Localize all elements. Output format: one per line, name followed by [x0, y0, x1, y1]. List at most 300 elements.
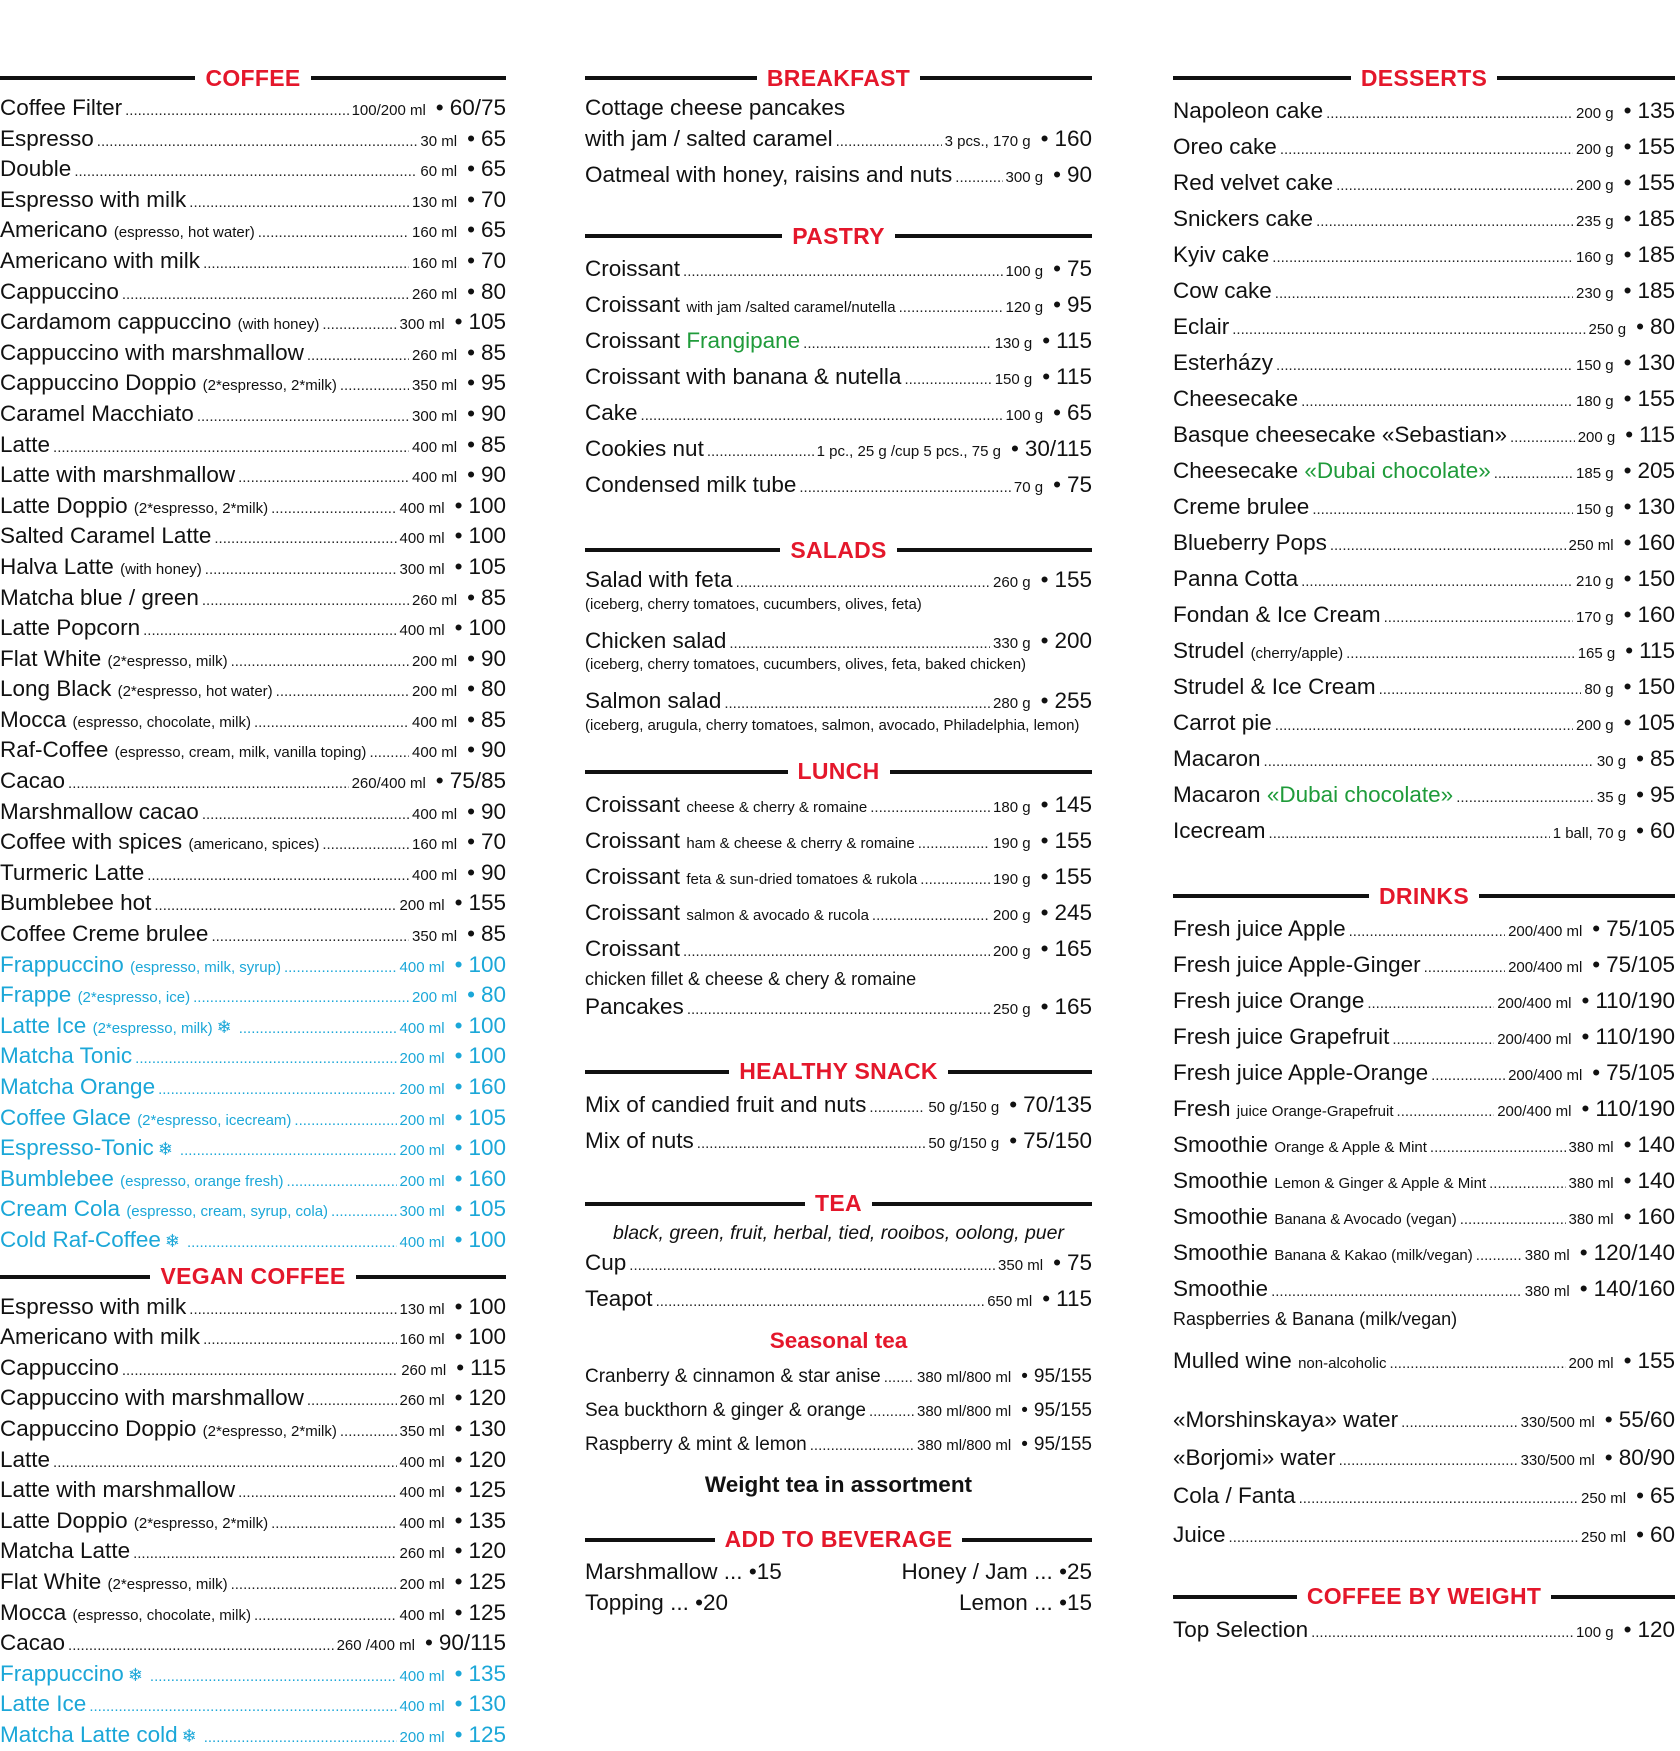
coffee-by-weight-list — [1173, 1613, 1675, 1649]
item-description: (espresso, milk, syrup) — [130, 958, 281, 976]
menu-item-row — [1173, 346, 1675, 382]
menu-item-row — [0, 736, 506, 767]
item-amount: 200 ml — [399, 1050, 445, 1068]
item-price: • 115 — [456, 1354, 506, 1382]
item-amount: 400 ml — [399, 1667, 445, 1685]
leader-dots — [1384, 601, 1573, 634]
leader-dots — [214, 525, 396, 553]
menu-item-row — [0, 1226, 506, 1257]
item-note: (iceberg, arugula, cherry tomatoes, salmon, avocado, Philadelphia, lemon) — [585, 716, 1080, 734]
item-amount: 230 g — [1576, 285, 1614, 302]
tea-list — [585, 1246, 1092, 1318]
item-name: Americano with milk — [0, 1324, 201, 1350]
item-description: (2*espresso, icecream) — [137, 1111, 292, 1129]
leader-dots — [150, 1663, 397, 1691]
breakfast-list — [585, 122, 1092, 194]
menu-item-row — [0, 1134, 506, 1165]
leader-dots — [187, 1229, 397, 1257]
leader-dots — [211, 923, 409, 951]
item-price: • 85 — [467, 431, 506, 459]
item-amount: 200 g — [1576, 177, 1614, 194]
item-amount: 400 ml — [399, 530, 445, 548]
menu-item-row — [1173, 1236, 1675, 1272]
menu-item-row — [0, 1568, 506, 1599]
leader-dots — [135, 1045, 396, 1073]
item-highlight: Frangipane — [686, 328, 801, 353]
item-description: ham & cheese & cherry & romaine — [686, 834, 915, 852]
item-name: Kyiv cake — [1173, 242, 1270, 267]
item-amount: 180 g — [993, 798, 1031, 816]
item-price: • 160 — [1041, 122, 1092, 155]
item-amount: 150 g — [1576, 357, 1614, 374]
menu-item-row — [1173, 670, 1675, 706]
item-name: Matcha Tonic — [0, 1043, 133, 1069]
item-name: Mulled wine non-alcoholic — [1173, 1348, 1387, 1373]
item-price: • 155 — [1041, 824, 1092, 857]
item-price: • 155 — [1624, 130, 1675, 163]
item-name: Cranberry & cinnamon & star anise — [585, 1365, 881, 1387]
item-price: • 105 — [1624, 706, 1675, 739]
menu-item-row — [1173, 418, 1675, 454]
item-name: Red velvet cake — [1173, 170, 1334, 195]
leader-dots — [322, 311, 396, 339]
item-price: • 120 — [455, 1384, 506, 1412]
item-name: Frappe (2*espresso, ice) — [0, 982, 191, 1008]
item-price: • 85 — [467, 920, 506, 948]
item-amount: 100 g — [1005, 407, 1044, 424]
item-name: Flat White (2*espresso, milk) — [0, 1568, 228, 1594]
drinks-list — [1173, 912, 1675, 1330]
item-amount: 200 g — [1576, 717, 1614, 734]
pastry-list — [585, 252, 1092, 504]
menu-item-row — [1173, 984, 1675, 1020]
item-amount: 380 ml — [1524, 1283, 1570, 1300]
item-name: Americano with milk — [0, 247, 201, 273]
item-name: Cream Cola (espresso, cream, syrup, cola) — [0, 1196, 329, 1222]
leader-dots — [205, 556, 397, 584]
item-description: (2*espresso, 2*milk) — [133, 499, 269, 517]
leader-dots — [74, 158, 417, 186]
menu-item-row — [0, 828, 506, 859]
item-price: • 90 — [467, 400, 506, 428]
menu-item-row — [1173, 1200, 1675, 1236]
item-name: Sea buckthorn & ginger & orange — [585, 1399, 866, 1421]
item-name: Flat White (2*espresso, milk) — [0, 645, 228, 671]
leader-dots — [307, 342, 409, 370]
item-price: • 160 — [455, 1073, 506, 1101]
item-name: Raspberry & mint & lemon — [585, 1433, 807, 1455]
menu-item-row — [1173, 1440, 1675, 1478]
item-amount: 260/400 ml — [351, 775, 426, 793]
leader-dots — [189, 1296, 396, 1324]
item-name: Cheesecake — [1173, 386, 1299, 411]
item-price: • 85 — [467, 339, 506, 367]
menu-item-row — [1173, 778, 1675, 814]
item-name: Cake — [585, 400, 638, 425]
item-price: • 75/85 — [436, 767, 506, 795]
item-price: • 100 — [455, 1323, 506, 1351]
item-name: Eclair — [1173, 314, 1230, 339]
item-amount: 1 pc., 25 g /cup 5 pcs., 75 g — [816, 443, 1001, 460]
menu-item-row — [0, 767, 506, 798]
item-name: Mocca (espresso, chocolate, milk) — [0, 706, 251, 732]
leader-dots — [331, 1198, 396, 1226]
item-name: Latte Popcorn — [0, 615, 141, 641]
menu-item-row — [585, 158, 1092, 194]
item-name: Matcha blue / green — [0, 584, 199, 610]
leader-dots — [1312, 493, 1573, 526]
item-price: • 100 — [455, 522, 506, 550]
menu-item-row — [1173, 1056, 1675, 1092]
desserts-list — [1173, 94, 1675, 850]
item-price: • 80 — [467, 981, 506, 1009]
leader-dots — [1301, 565, 1573, 598]
item-description: (2*espresso, 2*milk) — [202, 1422, 337, 1440]
item-description: with jam /salted caramel/nutella — [686, 299, 896, 316]
item-amount: 400 ml — [412, 713, 458, 731]
menu-item-row — [0, 186, 506, 217]
leader-dots — [872, 899, 990, 932]
item-amount: 250 g — [993, 1000, 1031, 1018]
item-amount: 380 ml — [1524, 1247, 1570, 1264]
item-description: (espresso, chocolate, milk) — [72, 713, 251, 731]
item-name: Basque cheesecake «Sebastian» — [1173, 422, 1507, 447]
item-name: Croissant feta & sun-dried tomatoes & rukola — [585, 863, 918, 889]
item-description: cheese & cherry & romaine — [686, 798, 868, 816]
item-amount: 200 ml — [399, 1172, 445, 1190]
menu-item-row — [585, 122, 1092, 158]
item-amount: 380 ml/800 ml — [917, 1436, 1012, 1454]
section-title: PASTRY — [792, 222, 885, 249]
leader-dots — [1299, 1481, 1578, 1516]
item-name: Salmon salad — [585, 688, 722, 713]
item-amount: 260 ml — [412, 591, 458, 609]
item-amount: 200 ml — [1568, 1355, 1614, 1372]
item-name: Croissant with jam /salted caramel/nutella — [585, 292, 896, 317]
add-item: Topping ... • 20 — [585, 1587, 728, 1618]
item-description: (2*espresso, ice) — [77, 989, 191, 1007]
item-price: • 95/155 — [1021, 1360, 1092, 1393]
item-amount: 35 g — [1596, 789, 1627, 806]
item-price: • 60 — [1636, 814, 1675, 847]
item-amount: 160 ml — [399, 1331, 445, 1349]
leader-dots — [1276, 349, 1573, 382]
snowflake-icon: ❄ — [216, 1016, 232, 1037]
item-name: Cow cake — [1173, 278, 1272, 303]
item-name: with jam / salted caramel — [585, 126, 833, 151]
section-header-tea — [585, 1188, 1092, 1220]
menu-item-row — [585, 396, 1092, 432]
item-name: Teapot — [585, 1285, 653, 1311]
item-price: • 30/115 — [1011, 432, 1092, 465]
menu-item-row — [1173, 490, 1675, 526]
leader-dots — [231, 648, 409, 676]
item-amount: 165 g — [1577, 645, 1616, 662]
menu-item-row — [585, 1246, 1092, 1282]
item-amount: 250 g — [1588, 321, 1627, 338]
item-name: Croissant cheese & cherry & romaine — [585, 791, 868, 817]
item-name: Cardamom cappuccino (with honey) — [0, 309, 320, 335]
item-amount: 300 ml — [399, 1203, 445, 1221]
leader-dots — [271, 495, 396, 523]
leader-dots — [803, 327, 992, 360]
leader-dots — [284, 954, 397, 982]
item-price: • 65 — [1053, 396, 1092, 429]
item-price: • 75/105 — [1592, 912, 1675, 945]
seasonal-tea-title: Seasonal tea — [769, 1327, 908, 1353]
leader-dots — [1460, 1203, 1566, 1236]
item-price: • 140 — [1624, 1164, 1675, 1197]
item-price: • 105 — [455, 553, 506, 581]
item-amount: 400 ml — [399, 1453, 445, 1471]
item-amount: 250 ml — [1581, 1490, 1627, 1508]
item-price: • 110/190 — [1581, 1020, 1675, 1053]
item-amount: 200 ml — [412, 683, 458, 701]
section-title: VEGAN COFFEE — [160, 1263, 346, 1290]
item-price: • 100 — [455, 1134, 506, 1162]
leader-dots — [1271, 1275, 1522, 1308]
leader-dots — [1336, 169, 1573, 202]
item-price: • 90 — [467, 736, 506, 764]
item-amount: 300 ml — [399, 560, 445, 578]
item-amount: 190 g — [993, 834, 1031, 852]
menu-item-row — [0, 400, 506, 431]
item-price: • 130 — [455, 1415, 506, 1443]
leader-dots — [656, 1285, 985, 1318]
section-header-vegan-coffee — [0, 1261, 506, 1293]
item-price: • 120 — [1624, 1613, 1675, 1646]
item-amount: 150 g — [1576, 501, 1614, 518]
item-price: • 90 — [1053, 158, 1092, 191]
item-name: Cacao — [0, 1630, 66, 1656]
item-price: • 65 — [467, 216, 506, 244]
item-name: Latte — [0, 431, 51, 457]
item-description: non-alcoholic — [1298, 1355, 1387, 1372]
item-price: • 130 — [1624, 490, 1675, 523]
item-name: Cheesecake «Dubai chocolate» — [1173, 458, 1491, 483]
item-description: Orange & Apple & Mint — [1274, 1139, 1427, 1156]
menu-item-row — [1173, 238, 1675, 274]
item-name: Strudel & Ice Cream — [1173, 674, 1376, 699]
menu-item-row — [1173, 382, 1675, 418]
leader-dots — [1280, 133, 1573, 166]
item-description: (2*espresso, milk) — [107, 1575, 228, 1593]
item-name: Cappuccino with marshmallow — [0, 1385, 304, 1411]
item-amount: 400 ml — [412, 866, 458, 884]
item-name: Turmeric Latte — [0, 859, 145, 885]
item-price: • 185 — [1624, 238, 1675, 271]
item-amount: 260 ml — [412, 285, 458, 303]
item-price: • 75 — [1053, 1246, 1092, 1279]
menu-item-row — [1173, 634, 1675, 670]
item-price: • 105 — [455, 1195, 506, 1223]
item-amount: 200 ml — [412, 652, 458, 670]
menu-item-row — [1173, 274, 1675, 310]
add-item: Marshmallow ... • 15 — [585, 1556, 782, 1587]
menu-item-row — [0, 706, 506, 737]
leader-dots — [53, 434, 409, 462]
leader-dots — [68, 770, 349, 798]
menu-item-row — [0, 1446, 506, 1477]
menu-item-row — [585, 990, 1092, 1026]
item-description: (espresso, cream, milk, vanilla toping) — [114, 744, 367, 762]
item-name: Smoothie — [1173, 1276, 1269, 1301]
item-amount: 280 g — [993, 695, 1031, 712]
menu-item-row — [0, 1323, 506, 1354]
coffee-list — [0, 94, 506, 1257]
item-name: Cappuccino Doppio (2*espresso, 2*milk) — [0, 1415, 337, 1441]
item-name: Coffee Glace (2*espresso, icecream) — [0, 1104, 292, 1130]
item-name: Mix of nuts — [585, 1127, 694, 1153]
item-name: Fresh juice Grapefruit — [1173, 1024, 1390, 1049]
leader-dots — [1431, 1059, 1505, 1092]
item-price: • 90 — [467, 645, 506, 673]
leader-dots — [1275, 709, 1573, 742]
add-item: Lemon ... • 15 — [959, 1587, 1092, 1618]
leader-dots — [899, 291, 1003, 324]
water-list — [1173, 1402, 1675, 1555]
item-amount: 260 /400 ml — [336, 1637, 415, 1655]
item-name: Croissant ham & cheese & cherry & romaine — [585, 827, 915, 853]
item-note: (iceberg, cherry tomatoes, cucumbers, olives, feta) — [585, 595, 922, 613]
menu-item-row — [0, 461, 506, 492]
leader-dots — [697, 1127, 926, 1160]
item-name: Macaron — [1173, 746, 1261, 771]
menu-item-row — [0, 859, 506, 890]
item-amount: 650 ml — [987, 1292, 1033, 1310]
item-price: • 135 — [455, 1507, 506, 1535]
item-price: • 85 — [467, 584, 506, 612]
item-name: Halva Latte (with honey) — [0, 553, 202, 579]
item-amount: 200/400 ml — [1508, 923, 1583, 940]
item-amount: 380 ml — [1568, 1139, 1614, 1156]
leader-dots — [97, 128, 418, 156]
item-amount: 300 ml — [399, 316, 445, 334]
item-amount: 200 g — [993, 906, 1031, 924]
add-row — [585, 1587, 1092, 1618]
leader-dots — [197, 403, 409, 431]
item-amount: 200/400 ml — [1497, 1103, 1572, 1120]
menu-item-row — [0, 889, 506, 920]
leader-dots — [884, 1361, 914, 1394]
item-description: (2*espresso, milk) — [92, 1019, 213, 1037]
item-description: (with honey) — [120, 560, 202, 578]
leader-dots — [1401, 1405, 1517, 1440]
item-amount: 330/500 ml — [1520, 1452, 1595, 1470]
item-name: Cola / Fanta — [1173, 1483, 1296, 1509]
menu-item-row — [1173, 1402, 1675, 1440]
menu-item-row — [1173, 526, 1675, 562]
item-amount: 30 g — [1596, 753, 1627, 770]
column-coffee — [0, 62, 506, 1751]
item-name: Marshmallow cacao — [0, 798, 199, 824]
item-name: Croissant salmon & avocado & rucola — [585, 899, 869, 925]
item-amount: 150 g — [994, 371, 1033, 388]
leader-dots — [683, 255, 1002, 288]
item-amount: 380 ml/800 ml — [917, 1368, 1012, 1386]
item-price: • 100 — [455, 492, 506, 520]
item-price: • 160 — [455, 1165, 506, 1193]
leader-dots — [294, 1107, 396, 1135]
item-amount: 1 ball, 70 g — [1552, 825, 1627, 842]
menu-item-row — [585, 1124, 1092, 1160]
item-name: Espresso with milk — [0, 186, 187, 212]
menu-item-row — [1173, 310, 1675, 346]
menu-item-row — [1173, 912, 1675, 948]
menu-item-row — [0, 1195, 506, 1226]
item-name: Fresh juice Orange — [1173, 988, 1365, 1013]
leader-dots — [68, 1632, 334, 1660]
menu-item-row — [1173, 1517, 1675, 1555]
item-amount: 200/400 ml — [1497, 1031, 1572, 1048]
leader-dots — [238, 464, 409, 492]
menu-item-row — [0, 1165, 506, 1196]
item-price: • 155 — [1624, 382, 1675, 415]
leader-dots — [729, 630, 990, 658]
leader-dots — [125, 97, 348, 125]
item-price: • 125 — [455, 1599, 506, 1627]
menu-item-row — [1173, 1128, 1675, 1164]
item-amount: 235 g — [1576, 213, 1614, 230]
leader-dots — [869, 1395, 914, 1428]
menu-item-row — [0, 1599, 506, 1630]
item-price: • 125 — [455, 1568, 506, 1596]
item-amount: 250 ml — [1568, 537, 1614, 554]
item-name: Snickers cake — [1173, 206, 1314, 231]
item-amount: 160 g — [1576, 249, 1614, 266]
item-price: • 150 — [1624, 562, 1675, 595]
item-amount: 400 ml — [399, 1514, 445, 1532]
item-price: • 165 — [1041, 932, 1092, 965]
menu-item-row — [0, 155, 506, 186]
item-amount: 350 ml — [412, 928, 458, 946]
item-name: Cacao — [0, 768, 66, 794]
section-header-coffee — [0, 62, 506, 94]
item-price: • 100 — [455, 951, 506, 979]
item-highlight: «Dubai chocolate» — [1266, 782, 1454, 807]
item-name: Carrot pie — [1173, 710, 1272, 735]
item-price: • 90 — [467, 461, 506, 489]
item-price: • 85 — [467, 706, 506, 734]
leader-dots — [1232, 313, 1585, 346]
breakfast-line — [585, 94, 1092, 122]
item-price: • 105 — [455, 308, 506, 336]
section-header-pastry — [585, 220, 1092, 252]
menu-item-row — [1173, 1092, 1675, 1128]
item-description: (2*espresso, 2*milk) — [202, 377, 337, 395]
item-amount: 180 g — [1576, 393, 1614, 410]
leader-dots — [707, 435, 814, 468]
leader-dots — [287, 1168, 397, 1196]
leader-dots — [1430, 1131, 1566, 1164]
leader-dots — [53, 1449, 396, 1477]
vegan-coffee-list — [0, 1293, 506, 1751]
item-amount: 80 g — [1584, 681, 1614, 698]
menu-item-row — [0, 247, 506, 278]
item-amount: 130 g — [994, 335, 1033, 352]
leader-dots — [724, 690, 990, 718]
menu-item-row — [0, 1042, 506, 1073]
section-header-coffee-by-weight — [1173, 1581, 1675, 1613]
item-amount: 400 ml — [412, 744, 458, 762]
item-amount: 400 ml — [399, 622, 445, 640]
item-description: salmon & avocado & rucola — [686, 906, 869, 924]
leader-dots — [955, 161, 1002, 194]
section-title: SALADS — [790, 536, 887, 563]
item-highlight: «Dubai chocolate» — [1304, 458, 1491, 483]
item-name: Latte with marshmallow — [0, 462, 236, 488]
item-name: Latte Doppio (2*espresso, 2*milk) — [0, 1507, 269, 1533]
